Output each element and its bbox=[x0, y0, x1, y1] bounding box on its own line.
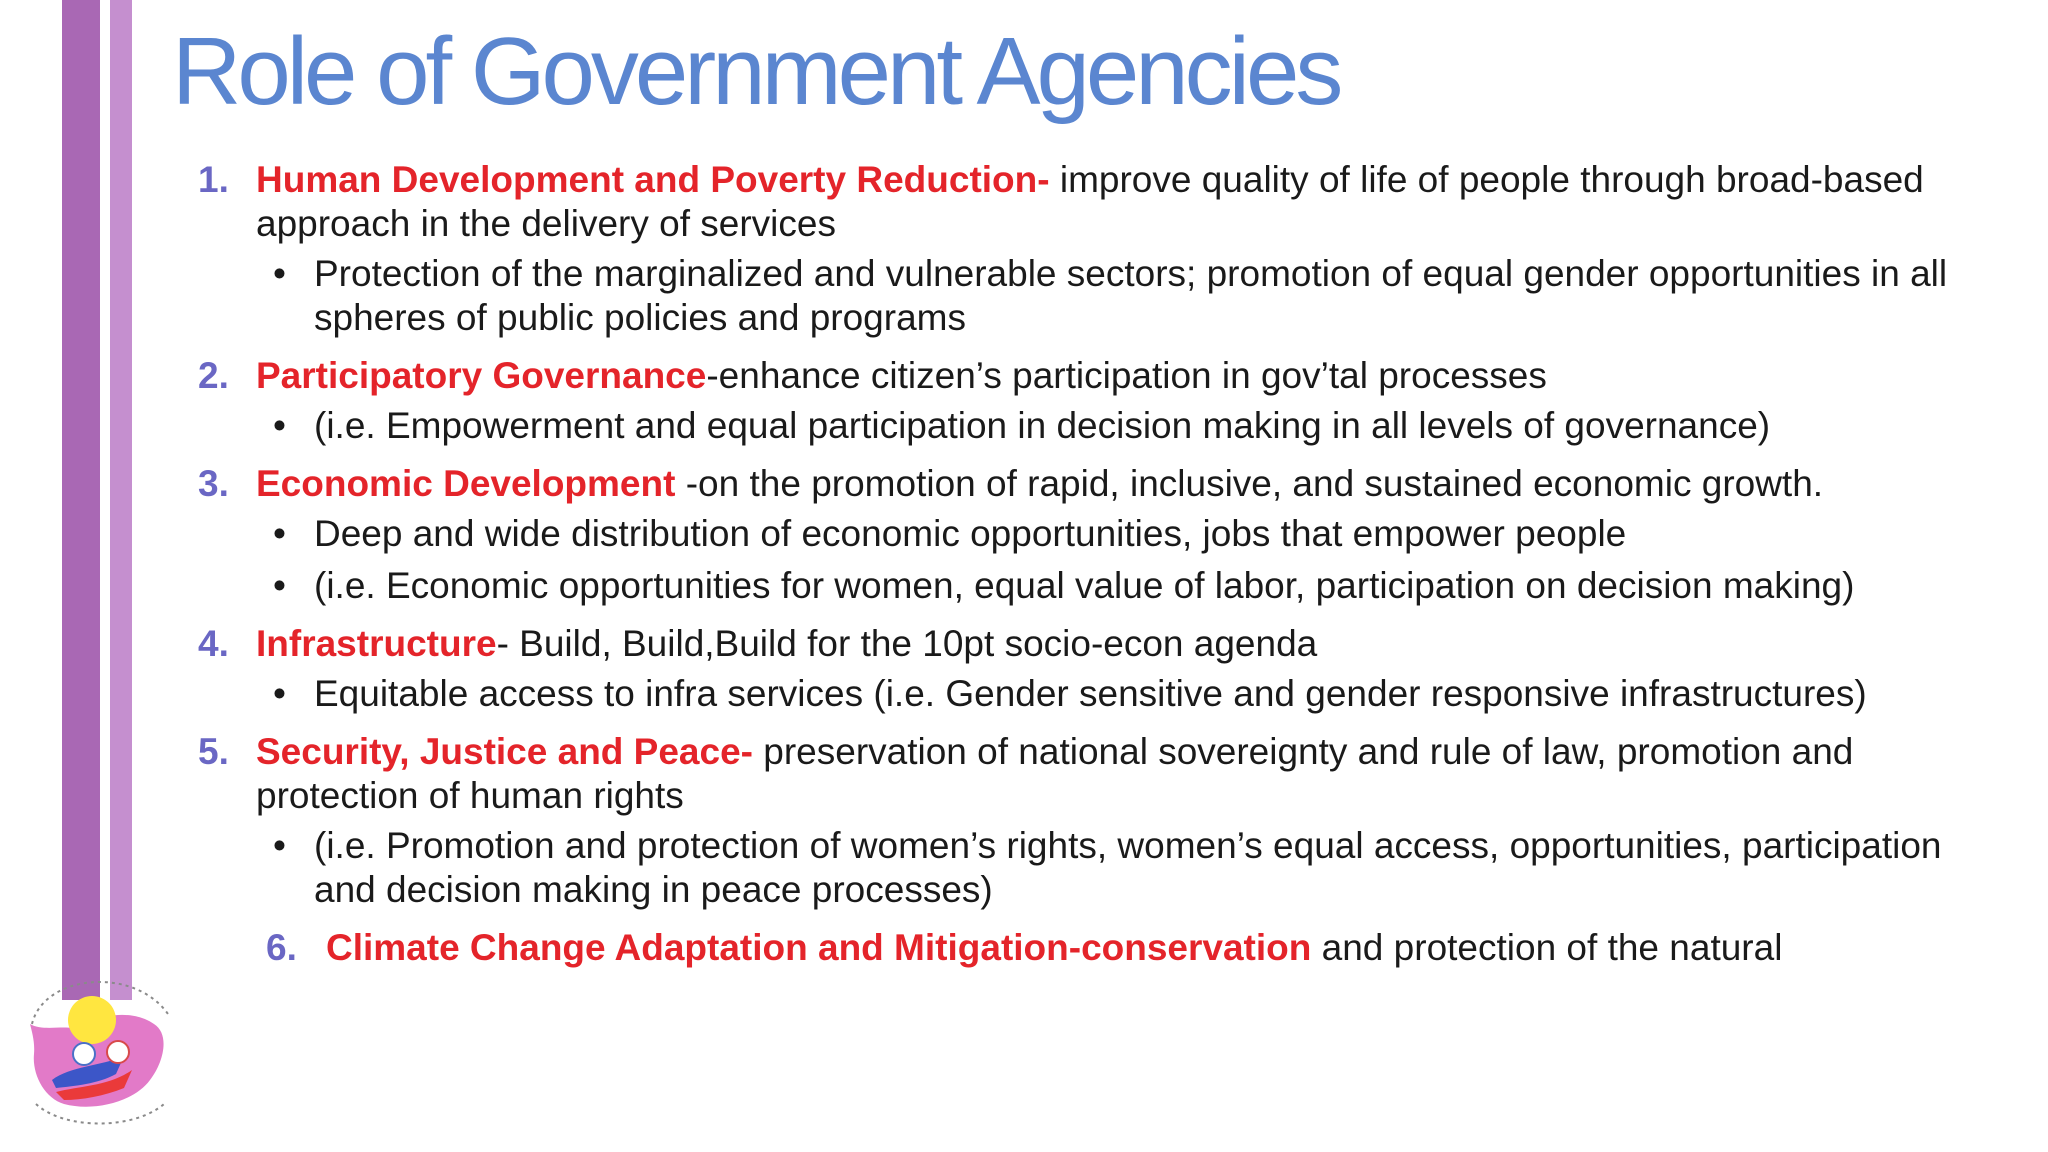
list-item-3 bbox=[196, 462, 1996, 608]
item-number: 1. bbox=[198, 159, 229, 200]
bullet: • bbox=[273, 513, 286, 554]
item-heading: Security, Justice and Peace- bbox=[256, 731, 753, 772]
sub-item bbox=[256, 512, 1996, 556]
decorative-bar-right bbox=[110, 0, 132, 1000]
bullet: • bbox=[273, 673, 286, 714]
slide-title: Role of Government Agencies bbox=[172, 18, 1340, 125]
list-item-4 bbox=[196, 622, 1996, 716]
bullet: • bbox=[273, 405, 286, 446]
commission-logo bbox=[24, 962, 176, 1132]
item-number: 6. bbox=[266, 927, 297, 968]
item-text: - Build, Build,Build for the 10pt socio-econ agenda bbox=[496, 623, 1318, 664]
sub-item bbox=[256, 672, 1996, 716]
item-heading: Participatory Governance bbox=[256, 355, 707, 396]
sub-list bbox=[256, 824, 1996, 912]
item-heading: Human Development and Poverty Reduction- bbox=[256, 159, 1050, 200]
bullet: • bbox=[273, 825, 286, 866]
item-heading: Infrastructure bbox=[256, 623, 497, 664]
sub-list bbox=[256, 512, 1996, 608]
sub-list bbox=[256, 252, 1996, 340]
decorative-bar-left bbox=[62, 0, 100, 1000]
sub-item-text: (i.e. Economic opportunities for women, equal value of labor, participation on decision making) bbox=[314, 565, 1855, 606]
logo-figure-right bbox=[107, 1041, 129, 1063]
logo-figure-left bbox=[73, 1043, 95, 1065]
sub-item-text: (i.e. Promotion and protection of women’s rights, women’s equal access, opportunities, participation and decision making in peace processes) bbox=[314, 825, 1942, 910]
sub-item bbox=[256, 404, 1996, 448]
list-item-1 bbox=[196, 158, 1996, 340]
item-text: -enhance citizen’s participation in gov’tal processes bbox=[706, 355, 1547, 396]
item-number: 2. bbox=[198, 355, 229, 396]
item-text: preservation of national sovereignty and rule of law, promotion and protection of human rights bbox=[256, 731, 1854, 816]
bullet: • bbox=[273, 253, 286, 294]
list-item-2 bbox=[196, 354, 1996, 448]
item-heading: Climate Change Adaptation and Mitigation-conservation bbox=[326, 927, 1312, 968]
list-item-6 bbox=[266, 926, 1996, 970]
item-heading: Economic Development bbox=[256, 463, 676, 504]
item-number: 5. bbox=[198, 731, 229, 772]
item-number: 4. bbox=[198, 623, 229, 664]
sub-item bbox=[256, 824, 1996, 912]
sub-list bbox=[256, 404, 1996, 448]
sub-item-text: Deep and wide distribution of economic opportunities, jobs that empower people bbox=[314, 513, 1627, 554]
sub-item bbox=[256, 564, 1996, 608]
sub-item-text: (i.e. Empowerment and equal participation in decision making in all levels of governance) bbox=[314, 405, 1771, 446]
logo-arc-text-bottom bbox=[36, 1104, 164, 1124]
sub-list bbox=[256, 672, 1996, 716]
item-text: and protection of the natural bbox=[1311, 927, 1783, 968]
sub-item-text: Protection of the marginalized and vulnerable sectors; promotion of equal gender opportunities in all bbox=[314, 253, 1948, 294]
item-text: -on the promotion of rapid, inclusive, and sustained economic growth. bbox=[675, 463, 1824, 504]
list-item-5 bbox=[196, 730, 1996, 912]
logo-sun bbox=[68, 996, 116, 1044]
item-text: improve quality of life of people through broad-based approach in the delivery of services bbox=[256, 159, 1924, 244]
slide-content bbox=[196, 158, 1996, 984]
bullet: • bbox=[273, 565, 286, 606]
item-number: 3. bbox=[198, 463, 229, 504]
sub-item-text: Equitable access to infra services (i.e. Gender sensitive and gender responsive infrastructures) bbox=[314, 673, 1867, 714]
sub-item bbox=[256, 252, 1996, 340]
sub-item-text-continued: spheres of public policies and programs bbox=[314, 297, 966, 338]
